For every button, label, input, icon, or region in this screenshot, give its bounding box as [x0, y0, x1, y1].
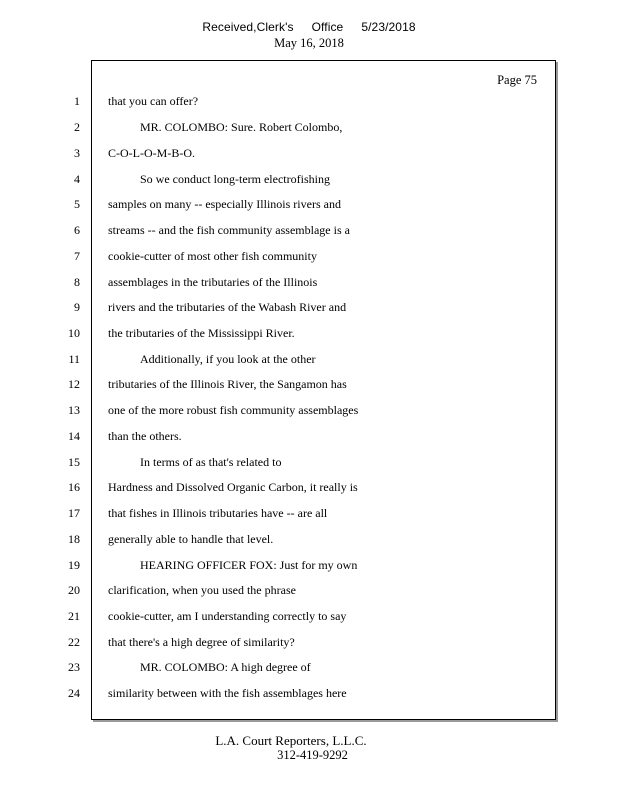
transcript-line: rivers and the tributaries of the Wabash River and	[108, 300, 347, 314]
transcript-line: So we conduct long-term electrofishing	[140, 172, 330, 186]
line-number: 3	[74, 146, 80, 160]
line-number: 13	[68, 403, 80, 417]
transcript-line: HEARING OFFICER FOX: Just for my own	[140, 558, 358, 572]
transcript-line: that fishes in Illinois tributaries have -- are all	[108, 506, 328, 520]
transcript-line: tributaries of the Illinois River, the Sangamon has	[108, 377, 347, 391]
transcript-line: MR. COLOMBO: A high degree of	[140, 660, 311, 674]
line-number: 18	[68, 532, 80, 546]
transcript-line: one of the more robust fish community assemblages	[108, 403, 359, 417]
line-number: 9	[74, 300, 80, 314]
line-number: 14	[68, 429, 80, 443]
line-number: 10	[68, 326, 80, 340]
line-number: 23	[68, 660, 80, 674]
transcript-line: cookie-cutter, am I understanding correctly to say	[108, 609, 347, 623]
transcript-line: streams -- and the fish community assemblage is a	[108, 223, 350, 237]
transcript-line: In terms of as that's related to	[140, 455, 282, 469]
stamp-office: Office	[311, 20, 344, 34]
transcript-line: samples on many -- especially Illinois rivers and	[108, 197, 341, 211]
page-number: Page 75	[497, 73, 537, 87]
transcript-line: Additionally, if you look at the other	[140, 352, 316, 366]
line-number: 15	[68, 455, 80, 469]
line-number: 22	[68, 635, 80, 649]
line-number: 21	[68, 609, 80, 623]
line-number: 19	[68, 558, 80, 572]
transcript-line: C-O-L-O-M-B-O.	[108, 146, 195, 160]
line-number: 4	[74, 172, 80, 186]
stamp-date: 5/23/2018	[361, 20, 416, 34]
line-number: 24	[68, 686, 80, 700]
transcript-line: clarification, when you used the phrase	[108, 583, 296, 597]
reporter-phone: 312-419-9292	[277, 748, 348, 762]
transcript-line: assemblages in the tributaries of the Illinois	[108, 275, 318, 289]
line-number: 6	[74, 223, 80, 237]
reporter-company: L.A. Court Reporters, L.L.C.	[215, 733, 367, 748]
transcript-line: than the others.	[108, 429, 182, 443]
transcript-line: cookie-cutter of most other fish community	[108, 249, 317, 263]
line-number: 2	[74, 120, 80, 134]
transcript-line: MR. COLOMBO: Sure. Robert Colombo,	[140, 120, 343, 134]
transcript-line: similarity between with the fish assemblages here	[108, 686, 347, 700]
received-stamp	[0, 20, 618, 34]
line-number: 1	[74, 94, 80, 108]
transcript-line: Hardness and Dissolved Organic Carbon, it really is	[108, 480, 358, 494]
line-number: 17	[68, 506, 80, 520]
line-number: 16	[68, 480, 80, 494]
transcript-line: that you can offer?	[108, 94, 199, 108]
line-number: 8	[74, 275, 80, 289]
line-number: 12	[68, 377, 80, 391]
transcript-date: May 16, 2018	[274, 36, 344, 50]
transcript-line: that there's a high degree of similarity?	[108, 635, 295, 649]
transcript-line: generally able to handle that level.	[108, 532, 274, 546]
transcript-line: the tributaries of the Mississippi River.	[108, 326, 295, 340]
stamp-received: Received,Clerk's	[202, 20, 294, 34]
line-number: 7	[74, 249, 80, 263]
line-number: 11	[68, 352, 80, 366]
line-number: 5	[74, 197, 80, 211]
line-number: 20	[68, 583, 80, 597]
